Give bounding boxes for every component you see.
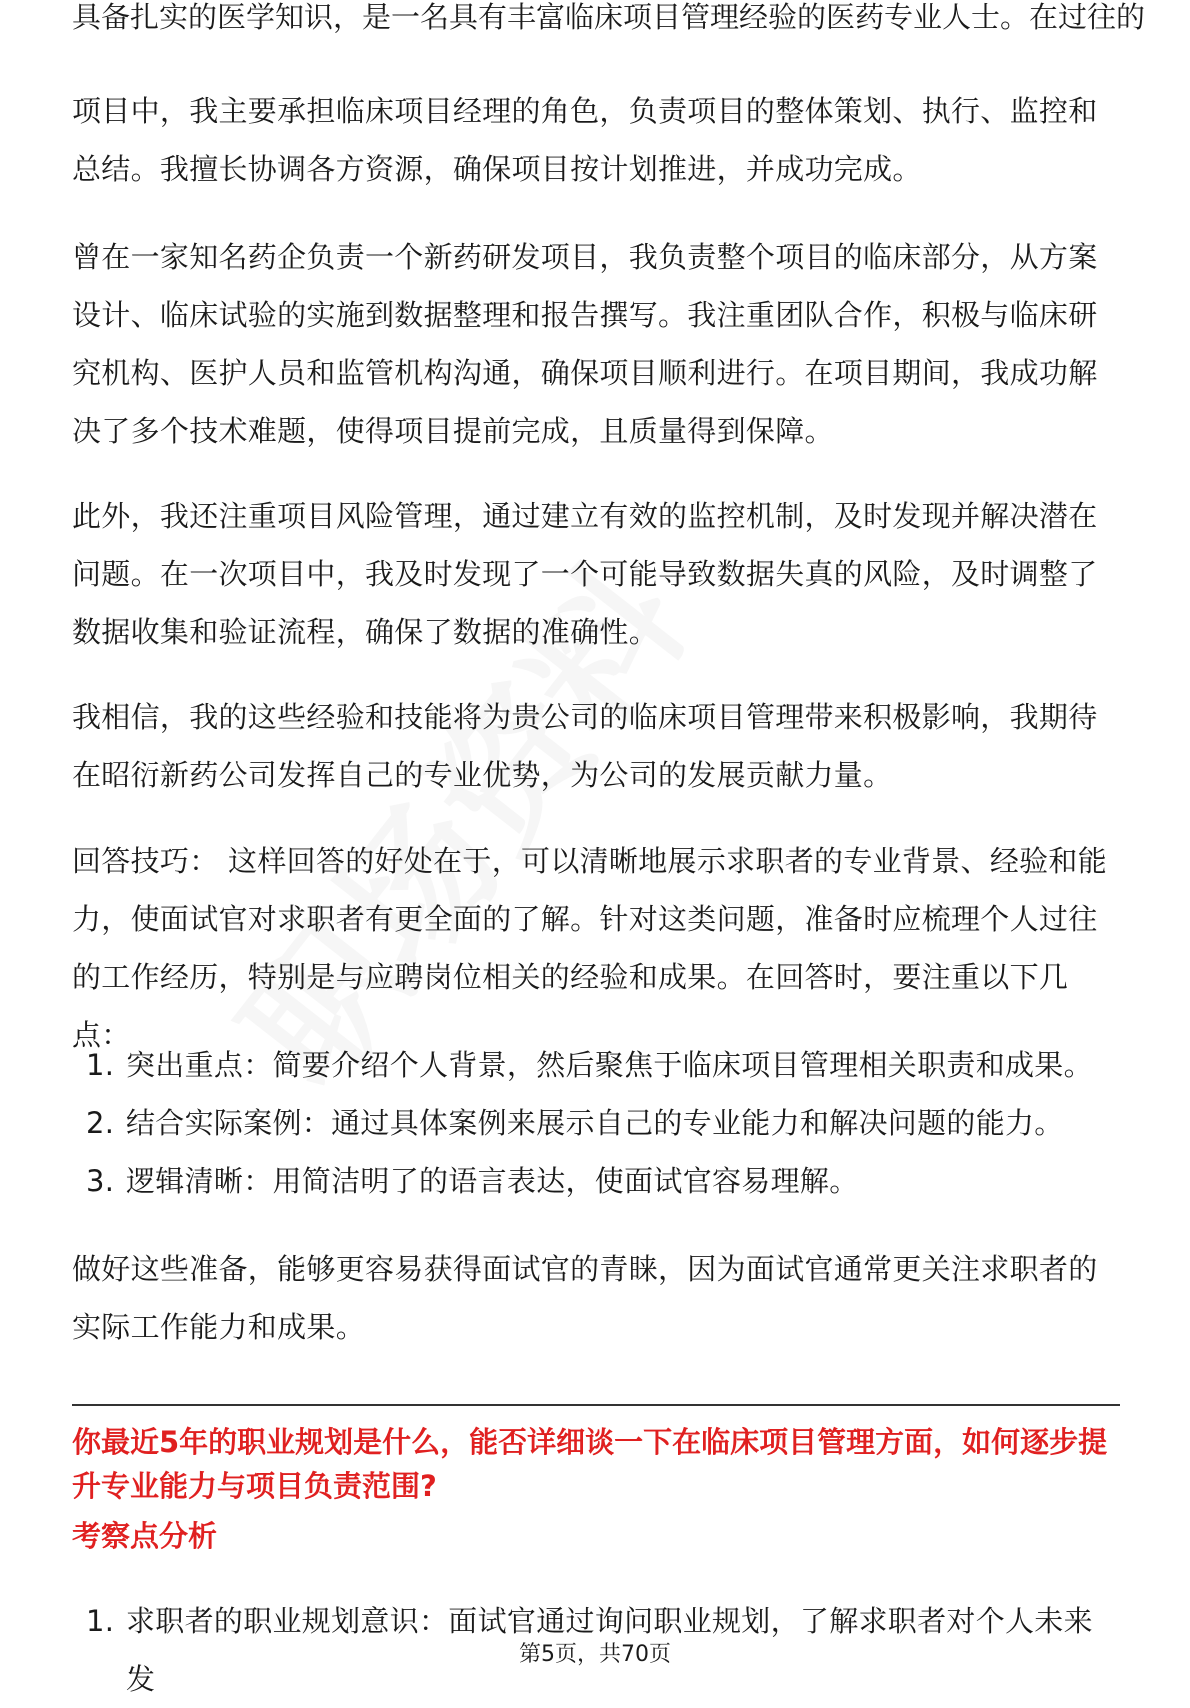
paragraph-project-example: 曾在一家知名药企负责一个新药研发项目，我负责整个项目的临床部分，从方案设计、临床试验的实施到数据整理和报告撰写。我注重团队合作，积极与临床研究机构、医护人员和监管机构沟通，确保项目顺利进行。在项目期间，我成功解决了多个技术难题，使得项目提前完成，且质量得到保障。 (72, 240, 1098, 448)
paragraph-closing: 做好这些准备，能够更容易获得面试官的青睐，因为面试官通常更关注求职者的实际工作能力和成果。 (72, 1252, 1098, 1344)
list-item: 1. 求职者的职业规划意识：面试官通过询问职业规划，了解求职者对个人未来发 (86, 1604, 1093, 1696)
cut-off-text-line: 具备扎实的医学知识，是一名具有丰富临床项目管理经验的医药专业人士。在过往的 (72, 0, 1146, 34)
list-item: 3. 逻辑清晰：用简洁明了的语言表达，使面试官容易理解。 (86, 1164, 859, 1198)
paragraph-experience-role: 项目中，我主要承担临床项目经理的角色，负责项目的整体策划、执行、监控和总结。我擅长协调各方资源，确保项目按计划推进，并成功完成。 (72, 94, 1098, 186)
tips-list (72, 1036, 1120, 1210)
interview-question-heading: 你最近5年的职业规划是什么，能否详细谈一下在临床项目管理方面，如何逐步提升专业能力与项目负责范围? (72, 1425, 1108, 1503)
paragraph-risk-management: 此外，我还注重项目风险管理，通过建立有效的监控机制，及时发现并解决潜在问题。在一次项目中，我及时发现了一个可能导致数据失真的风险，及时调整了数据收集和验证流程，确保了数据的准确性。 (72, 499, 1098, 649)
list-item: 2. 结合实际案例：通过具体案例来展示自己的专业能力和解决问题的能力。 (86, 1106, 1064, 1140)
section-divider (72, 1404, 1120, 1406)
page-number-footer: 第5页，共70页 (519, 1642, 671, 1667)
list-item: 1. 突出重点：简要介绍个人背景，然后聚焦于临床项目管理相关职责和成果。 (86, 1048, 1093, 1082)
paragraph-conclusion: 我相信，我的这些经验和技能将为贵公司的临床项目管理带来积极影响，我期待在昭衍新药公司发挥自己的专业优势，为公司的发展贡献力量。 (72, 700, 1098, 792)
analysis-section-title: 考察点分析 (72, 1519, 218, 1553)
paragraph-answer-tips: 回答技巧： 这样回答的好处在于，可以清晰地展示求职者的专业背景、经验和能力，使面试官对求职者有更全面的了解。针对这类问题，准备时应梳理个人过往的工作经历，特别是与应聘岗位相关的经验和成果。在回答时，要注重以下几点： (72, 844, 1108, 1052)
